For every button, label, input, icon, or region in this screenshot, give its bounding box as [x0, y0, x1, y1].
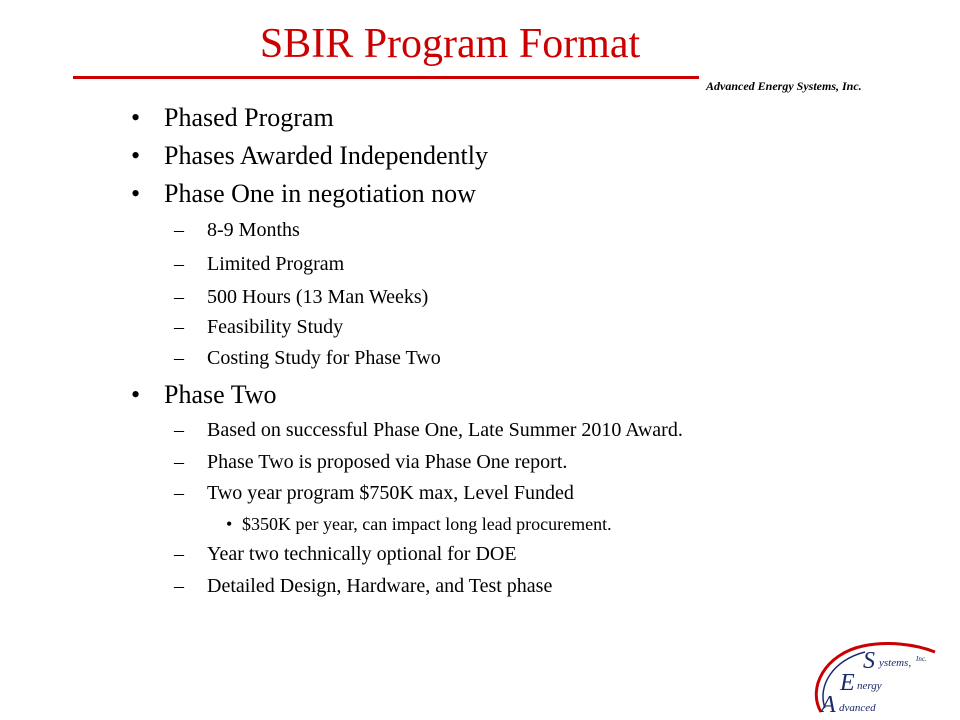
bullet-item: • Phase Two [131, 380, 277, 409]
logo-letter-a: A [821, 692, 836, 715]
logo-word-systems: ystems, [879, 657, 912, 669]
aes-logo-icon [805, 640, 941, 715]
slide-title: SBIR Program Format [259, 21, 641, 67]
sub-bullet-item: – Year two technically optional for DOE [174, 543, 517, 565]
sub-bullet-item: – Costing Study for Phase Two [174, 347, 441, 369]
sub-bullet-item: – Feasibility Study [174, 316, 344, 338]
logo-letter-s: S [863, 648, 875, 674]
sub-bullet-item: – Phase Two is proposed via Phase One report. [174, 451, 568, 473]
sub-bullet-item: – Based on successful Phase One, Late Summer 2010 Award. [174, 419, 683, 441]
logo-word-advanced: dvanced [839, 702, 876, 714]
logo-word-energy: nergy [857, 680, 882, 692]
logo-letter-e: E [840, 670, 855, 696]
company-name: Advanced Energy Systems, Inc. [706, 79, 862, 93]
sub-bullet-item: – 8-9 Months [174, 219, 300, 241]
bullet-item: • Phase One in negotiation now [131, 179, 476, 208]
logo-word-inc: Inc. [916, 655, 927, 663]
bullet-item: • Phased Program [131, 103, 334, 132]
sub-bullet-item: – Detailed Design, Hardware, and Test phase [174, 575, 553, 597]
sub-sub-bullet-item: • $350K per year, can impact long lead procurement. [226, 514, 612, 534]
bullet-item: • Phases Awarded Independently [131, 141, 488, 170]
sub-bullet-item: – Two year program $750K max, Level Funded [174, 482, 574, 504]
sub-bullet-item: – 500 Hours (13 Man Weeks) [174, 286, 429, 308]
sub-bullet-item: – Limited Program [174, 253, 345, 275]
